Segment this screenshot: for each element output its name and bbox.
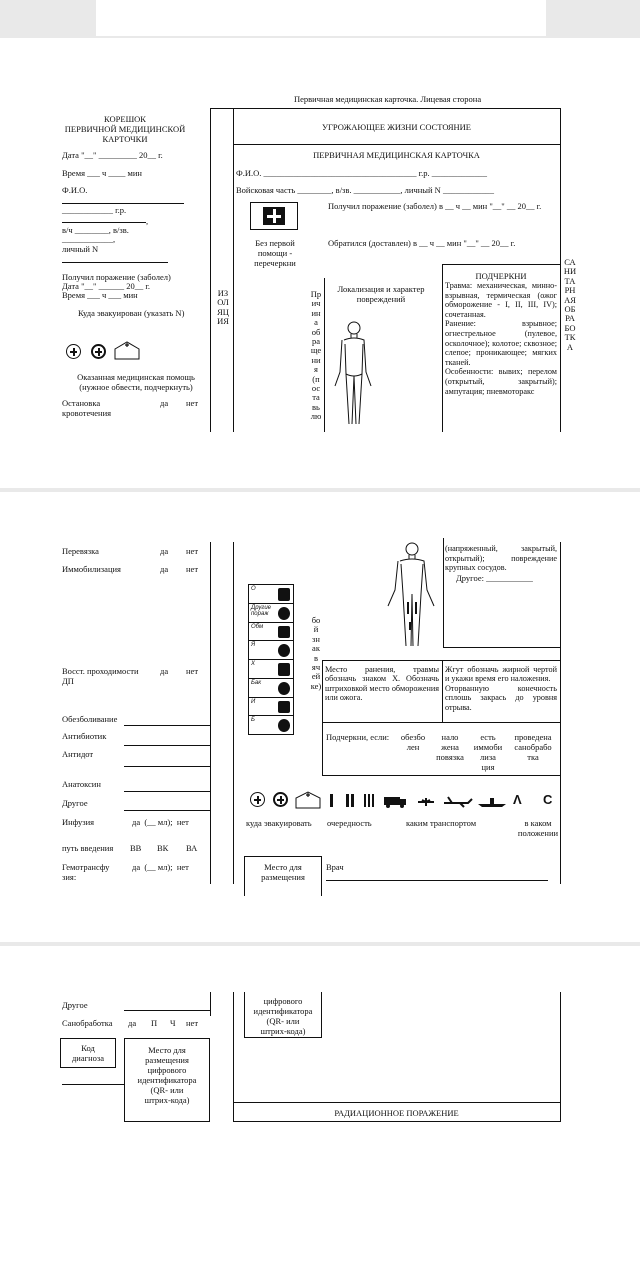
analgesia-label: Обезболивание xyxy=(62,714,118,724)
legend-cell xyxy=(248,640,294,660)
card-front-page-3 xyxy=(0,946,640,1280)
sanitization-label: Санобработка xyxy=(62,1018,113,1028)
stub-comma: , xyxy=(146,216,149,226)
radiation-top xyxy=(233,1102,560,1103)
divider-sanitary-3 xyxy=(560,992,561,1122)
stub-injured: Получил поражение (заболел) xyxy=(62,272,171,282)
qr-stub-label: Место для размещения цифрового идентификатора (QR- или штрих-кода) xyxy=(137,1045,197,1105)
legend-cell-label: Обм xyxy=(251,623,264,630)
san-yes: да xyxy=(128,1018,137,1028)
first-aid-double-circle-icon xyxy=(91,344,106,359)
san-p: П xyxy=(151,1018,158,1028)
anatoxin-label: Анатоксин xyxy=(62,779,101,789)
legend-cell xyxy=(248,678,294,698)
stub-bleed-yes: да xyxy=(160,398,169,408)
route-va: ВА xyxy=(186,843,198,853)
where-evacuate: куда эвакуировать xyxy=(246,818,312,828)
legend-cell-label: И xyxy=(251,698,256,705)
immobilization-label: Иммобилизация xyxy=(62,564,121,574)
divider-stub-2 xyxy=(210,542,211,884)
divider-isolation-2 xyxy=(233,542,234,884)
stub-line xyxy=(62,222,146,223)
wound-split xyxy=(442,660,443,722)
card-front-page-1 xyxy=(0,38,640,488)
cause-divider xyxy=(324,278,325,432)
position-sitting-icon: С xyxy=(543,792,553,807)
stub-personal-number: личный N xyxy=(62,244,99,254)
first-aid-box xyxy=(250,202,298,230)
diag-code-label: Код диагноза xyxy=(71,1043,105,1063)
bandage-no: нет xyxy=(186,546,199,556)
card-header: Первичная медицинская карточка. Лицевая сторона xyxy=(294,94,482,104)
legend-cell-glyph xyxy=(278,719,290,732)
legend-cell-label: О xyxy=(251,586,256,592)
doctor-line xyxy=(326,880,548,881)
unit-line: Войсковая часть ________, в/зв. ___________, личный N ____________ xyxy=(236,185,494,195)
other-line-3 xyxy=(124,1010,210,1011)
antidote-label: Антидот xyxy=(62,749,94,759)
divider-sanitary xyxy=(560,108,561,432)
top-border xyxy=(210,108,560,109)
transport-label: каким транспортом xyxy=(406,818,477,828)
stub-time-2: Время ___ ч ___ мин xyxy=(62,290,138,300)
anatoxin-line xyxy=(124,791,210,792)
first-aid-circle-icon xyxy=(66,344,81,359)
tourniquet-text: Жгут обозначь жирной чертой и укажи время его наложения. Оторванную конечность сплошь закрась до уровня отрыва. xyxy=(445,665,557,712)
other-line xyxy=(124,810,210,811)
transport-icons xyxy=(382,794,512,808)
legend-cell xyxy=(248,715,294,735)
infusion-values: да (__ мл); нет xyxy=(132,817,189,827)
airway-yes: да xyxy=(160,666,169,676)
analgesia-line xyxy=(124,725,210,726)
diag-line xyxy=(62,1084,124,1085)
stub-bleed-no: нет xyxy=(186,398,199,408)
injured-line: Получил поражение (заболел) в __ ч __ мин "__" __ 20__ г. xyxy=(328,201,542,211)
stub-date: Дата "__" _________ 20__ г. xyxy=(62,150,163,160)
airway-no: нет xyxy=(186,666,199,676)
localization-label: Локализация и характер повреждений xyxy=(337,284,425,304)
vessels-text: (напряженный, закрытый, открытый); повреждение крупных сосудов. xyxy=(445,544,557,573)
legend-cell xyxy=(248,603,294,623)
evac-double-circle-icon xyxy=(273,792,288,807)
other-label: Другое xyxy=(62,798,88,808)
underline-title: ПОДЧЕРКНИ xyxy=(475,271,527,281)
legend-cell-glyph xyxy=(278,682,290,695)
isolation-label: ИЗ ОЛ ЯЦ ИЯ xyxy=(217,288,229,327)
wound-text: Место ранения, травмы обозначь знаком Х. Обозначь штриховкой место обморожения или ожога. xyxy=(325,665,439,703)
cond-immobilization: есть иммоби лиза ция xyxy=(473,732,503,772)
legend-cell-glyph xyxy=(278,588,290,601)
antidote-line xyxy=(124,766,210,767)
priority-2-icon-b xyxy=(351,794,354,807)
priority-2-icon-a xyxy=(346,794,349,807)
stub-line-2: ____________, xyxy=(62,234,116,244)
body-front-figure xyxy=(332,320,376,430)
card-title: ПЕРВИЧНАЯ МЕДИЦИНСКАЯ КАРТОЧКА xyxy=(313,150,480,160)
doctor-label: Врач xyxy=(326,862,344,872)
bandage-yes: да xyxy=(160,546,169,556)
radiation-label: РАДИАЦИОННОЕ ПОРАЖЕНИЕ xyxy=(334,1108,459,1118)
stub-title: КОРЕШОК ПЕРВИЧНОЙ МЕДИЦИНСКОЙ КАРТОЧКИ xyxy=(64,114,186,144)
stub-bleeding-stop: Остановка кровотечения xyxy=(62,398,112,418)
no-first-aid-label: Без первой помощи - перечеркни xyxy=(254,238,296,268)
transfusion-values: да (__ мл); нет xyxy=(132,862,189,872)
fio-line: Ф.И.О. ____________________________________ г.р. _____________ xyxy=(236,168,488,178)
radiation-bottom xyxy=(233,1121,560,1122)
legend-cell xyxy=(248,697,294,717)
legend-cell-glyph xyxy=(278,626,290,639)
transfusion-label: Гемотрансфу зия: xyxy=(62,862,110,882)
cause-vertical: Пр ич ин а об ра ще ни я (п ос та вь лю xyxy=(310,289,322,422)
stub-time: Время ___ ч ____ мин xyxy=(62,168,142,178)
stub-line-3 xyxy=(62,262,168,263)
sanitary-label: СА НИ ТА РН АЯ ОБ РА БО ТК А xyxy=(563,257,577,352)
san-ch: Ч xyxy=(170,1018,176,1028)
underline-text: Травма: механическая, минно-взрывная, термическая (ожог обморожение - I, II, III, IV); сочетанная. Ранение: взрывное; огнестрельное (пулевое, осколочное); колотое; сквозное; слепое; проникающее; мягких тканей. Особенности: вывих; перелом (открытый, закрытый); ампутация; пневмоторакс xyxy=(445,281,557,396)
card-front-page-2 xyxy=(0,492,640,942)
qr-place-label: Место для размещения xyxy=(261,862,305,882)
san-no: нет xyxy=(186,1018,199,1028)
divider-stub-3 xyxy=(210,992,211,1016)
evac-first-aid-icon xyxy=(250,792,265,807)
red-cross-icon xyxy=(263,207,285,225)
route-vv: ВВ xyxy=(130,843,142,853)
other-line-text: Другое: ___________ xyxy=(456,573,533,583)
legend-cell-glyph xyxy=(278,663,290,676)
cond-sanitized: проведена санобрабо тка xyxy=(514,732,552,762)
stub-fio-label: Ф.И.О. xyxy=(62,185,88,195)
legend-cell-glyph xyxy=(278,644,290,657)
qr-cont-label: цифрового идентификатора (QR- или штрих-кода) xyxy=(253,996,313,1036)
legend-cell-label: Х xyxy=(251,661,256,667)
stub-date-2: Дата "__" ______ 20__ г. xyxy=(62,281,151,291)
legend-cell-label: Бак xyxy=(251,679,262,686)
bandage-label: Перевязка xyxy=(62,546,99,556)
legend-cell-label: Другие пораж xyxy=(251,604,271,617)
priority-3-icon xyxy=(364,794,374,807)
life-threat-bottom xyxy=(233,144,560,145)
arrived-line: Обратился (доставлен) в __ ч __ мин "__" __ 20__ г. xyxy=(328,238,516,248)
antibiotic-label: Антибиотик xyxy=(62,731,107,741)
wound-bottom xyxy=(322,722,560,723)
top-white-bar xyxy=(96,0,546,36)
other-label-3: Другое xyxy=(62,1000,88,1010)
stub-year: ____________ г.р. xyxy=(62,205,127,215)
infusion-label: Инфузия xyxy=(62,817,95,827)
priority-label: очередность xyxy=(327,818,372,828)
life-threat-title: УГРОЖАЮЩЕЕ ЖИЗНИ СОСТОЯНИЕ xyxy=(321,122,471,132)
legend-cell-label: Я xyxy=(251,642,256,649)
legend-cell xyxy=(248,584,294,604)
legend-cell-glyph xyxy=(278,701,290,714)
legend-cell-label: Б xyxy=(251,717,255,724)
immob-no: нет xyxy=(186,564,199,574)
antibiotic-line xyxy=(124,745,210,746)
route-vk: ВК xyxy=(157,843,169,853)
divider-sanitary-2 xyxy=(560,542,561,884)
legend-cell xyxy=(248,659,294,679)
priority-1-icon xyxy=(330,794,333,807)
evac-tent-icon xyxy=(295,790,321,809)
immob-yes: да xyxy=(160,564,169,574)
position-lying-icon: Λ xyxy=(513,792,522,807)
legend-vertical-text: бо й зн ак в яч ей ке) xyxy=(310,615,322,691)
legend-cell-glyph xyxy=(278,607,290,620)
underline-if: Подчеркни, если: xyxy=(326,732,390,742)
tent-icon xyxy=(114,340,140,360)
route-label: путь введения xyxy=(62,843,114,853)
stub-help-given: Оказанная медицинская помощь (нужное обвести, подчеркнуть) xyxy=(77,372,195,392)
airway-label: Восст. проходимости ДП xyxy=(62,666,139,686)
cond-analgesia: обезбо лен xyxy=(400,732,426,752)
stub-fio-line xyxy=(62,203,184,204)
divider-stub xyxy=(210,108,211,432)
cond-bandage: нало жена повязка xyxy=(436,732,464,762)
body-back-figure xyxy=(384,542,440,650)
stub-evacuated: Куда эвакуирован (указать N) xyxy=(78,308,185,318)
stub-vch: в/ч ________, в/зв. xyxy=(62,225,129,235)
position-label: в каком положении xyxy=(517,818,559,838)
legend-cell xyxy=(248,622,294,642)
